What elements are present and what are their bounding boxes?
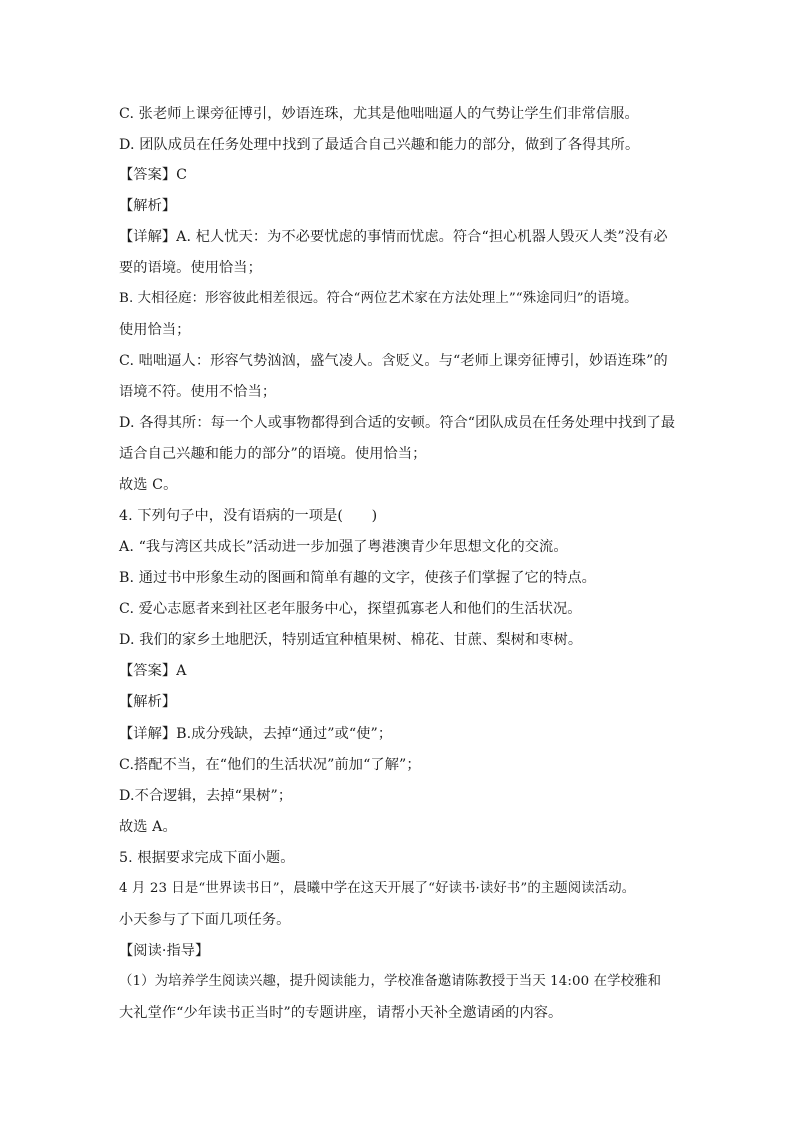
q5-intro-line2: 小天参与了下面几项任务。 — [119, 912, 291, 928]
q5-intro-line1: 4 月 23 日是“世界读书日”，晨曦中学在这天开展了“好读书·读好书”的主题阅读活动。 — [119, 881, 636, 896]
q5-stem: 5. 根据要求完成下面小题。 — [119, 850, 295, 866]
q4-option-d: D. 我们的家乡土地肥沃，特别适宜种植果树、棉花、甘蔗、梨树和枣树。 — [119, 632, 583, 648]
q3-detail-d-line1: D. 各得其所：每一个人或事物都得到合适的安顿。符合“团队成员在任务处理中找到了最 — [119, 415, 676, 431]
q4-option-b: B. 通过书中形象生动的图画和简单有趣的文字，使孩子们掌握了它的特点。 — [119, 570, 596, 586]
q3-detail-b-line1: B. 大相径庭：形容彼此相差很远。符合“两位艺术家在方法处理上”“殊途同归”的语境。 — [119, 291, 638, 306]
q3-detail-b-line2: 使用恰当； — [119, 322, 191, 338]
q3-conclusion: 故选 C。 — [119, 477, 178, 493]
q4-detail-c: C.搭配不当，在“他们的生活状况”前加“了解”； — [119, 757, 421, 773]
q5-section-heading: 【阅读·指导】 — [119, 943, 210, 959]
q3-option-c: C. 张老师上课旁征博引，妙语连珠，尤其是他咄咄逼人的气势让学生们非常信服。 — [119, 106, 639, 122]
q3-analysis-heading: 【解析】 — [119, 198, 177, 214]
q4-detail-d: D.不合逻辑，去掉“果树”； — [119, 788, 293, 804]
q5-task1-line1: （1）为培养学生阅读兴趣，提升阅读能力，学校准备邀请陈教授于当天 14:00 在学校雅和 — [119, 974, 662, 989]
q3-detail-a-line2: 要的语境。使用恰当； — [119, 260, 262, 276]
q4-option-c: C. 爱心志愿者来到社区老年服务中心，探望孤寡老人和他们的生活状况。 — [119, 601, 582, 617]
q4-analysis-heading: 【解析】 — [119, 694, 177, 710]
q3-option-d: D. 团队成员在任务处理中找到了最适合自己兴趣和能力的部分，做到了各得其所。 — [119, 137, 640, 153]
q4-conclusion: 故选 A。 — [119, 819, 177, 835]
q3-answer: 【答案】C — [119, 167, 188, 183]
q3-detail-d-line2: 适合自己兴趣和能力的部分”的语境。使用恰当； — [119, 446, 427, 462]
q4-stem: 4. 下列句子中，没有语病的一项是( ) — [119, 508, 378, 524]
q4-answer: 【答案】A — [119, 663, 187, 679]
q4-option-a: A. “我与湾区共成长”活动进一步加强了粤港澳青少年思想文化的交流。 — [119, 539, 568, 555]
q3-detail-c-line2: 语境不符。使用不恰当； — [119, 384, 277, 400]
q5-task1-line2: 大礼堂作“少年读书正当时”的专题讲座，请帮小天补全邀请函的内容。 — [119, 1005, 563, 1021]
q4-detail-b: 【详解】B.成分残缺，去掉“通过”或“使”； — [119, 726, 393, 742]
q3-detail-c-line1: C. 咄咄逼人：形容气势汹汹，盛气凌人。含贬义。与“老师上课旁征博引，妙语连珠”的 — [119, 353, 668, 369]
q3-detail-a-line1: 【详解】A. 杞人忧天：为不必要忧虑的事情而忧虑。符合“担心机器人毁灭人类”没有必 — [119, 229, 668, 245]
